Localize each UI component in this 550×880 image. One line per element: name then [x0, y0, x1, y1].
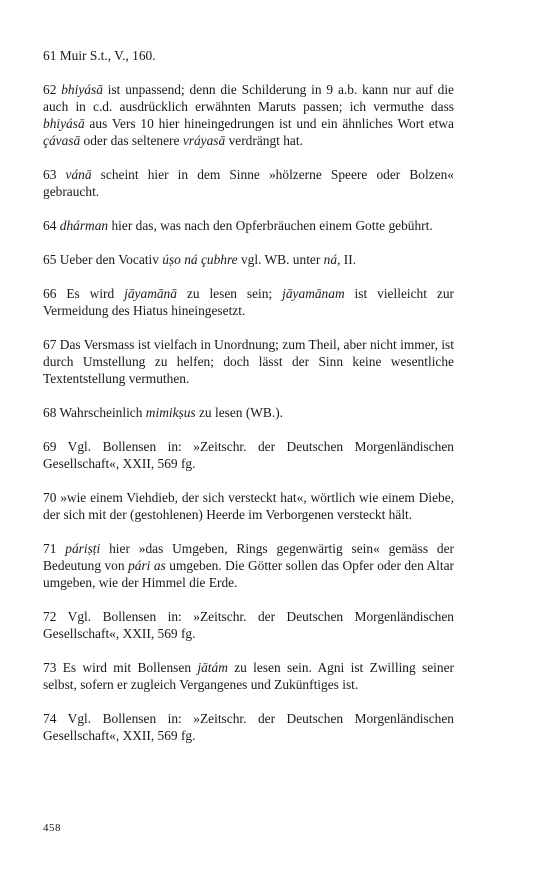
footnote-70-text: 70 »wie einem Viehdieb, der sich versteckt hat«, wörtlich wie einem Diebe, der sich mit der (gestohlenen) Heerde im Verborgenen versteckt hält.	[43, 490, 454, 522]
footnote-66-term-jayamanam: jāyamānam	[282, 286, 345, 301]
footnote-64-text: hier das, was nach den Opferbräuchen einem Gotte gebührt.	[108, 218, 433, 233]
footnote-66-text-2: zu lesen sein;	[176, 286, 283, 301]
footnote-64	[43, 217, 454, 234]
footnote-74-text: 74 Vgl. Bollensen in: »Zeitschr. der Deutschen Morgenländischen Gesellschaft«, XXII, 569 fg.	[43, 711, 454, 743]
footnote-73-term-jatam: jātám	[197, 660, 228, 675]
footnote-66-term-jayamana: jāyamānā	[124, 286, 177, 301]
footnote-62-text: ist unpassend; denn die Schilderung in 9 a.b. kann nur auf die auch in c.d. ausdrücklich erwähnten Maruts passen; ich vermuthe dass	[43, 82, 454, 114]
footnote-69	[43, 438, 454, 472]
footnote-68-term-mimiksus: mimikṣus	[145, 405, 196, 420]
footnote-62-term-bhiyasa-2: bhiyásā	[43, 116, 85, 131]
footnote-65-term-uso: úṣo ná çubhre	[162, 252, 238, 267]
footnotes-page	[43, 47, 454, 761]
footnote-66-text-3: ist vielleicht zur Vermeidung des Hiatus hineingesetzt.	[43, 286, 454, 318]
footnote-72-text: 72 Vgl. Bollensen in: »Zeitschr. der Deutschen Morgenländischen Gesellschaft«, XXII, 569 fg.	[43, 609, 454, 641]
footnote-71-text: hier »das Umgeben, Rings gegenwärtig sein« gemäss der Bedeutung von	[43, 541, 454, 573]
footnote-65-text: 65 Ueber den Vocativ	[43, 252, 163, 267]
footnote-74	[43, 710, 454, 744]
footnote-66	[43, 285, 454, 319]
footnote-67-text: 67 Das Versmass ist vielfach in Unordnung; zum Theil, aber nicht immer, ist durch Umstellung zu helfen; doch lässt der Sinn keine wesentliche Textentstellung vermuthen.	[43, 337, 454, 386]
footnote-67	[43, 336, 454, 387]
footnote-65-text-3: II.	[340, 252, 357, 267]
footnote-71-term-pari-as: pári as	[128, 558, 166, 573]
footnote-66-text: 66 Es wird	[43, 286, 125, 301]
footnote-69-text: 69 Vgl. Bollensen in: »Zeitschr. der Deutschen Morgenländischen Gesellschaft«, XXII, 569 fg.	[43, 439, 454, 471]
footnote-63-text: scheint hier in dem Sinne »hölzerne Speere oder Bolzen« gebraucht.	[43, 167, 454, 199]
footnote-62-term-vrayasa: vráyasā	[182, 133, 226, 148]
footnote-61	[43, 47, 454, 64]
footnote-62-number: 62	[43, 82, 62, 97]
footnote-73-text: 73 Es wird mit Bollensen	[43, 660, 198, 675]
footnote-72	[43, 608, 454, 642]
footnote-62-term-bhiyasa: bhiyásā	[61, 82, 103, 97]
footnote-61-text: 61 Muir S.t., V., 160.	[43, 48, 156, 63]
footnote-63-term-vana: vánā	[65, 167, 92, 182]
footnote-62-text-3: oder das seltenere	[80, 133, 183, 148]
footnote-70	[43, 489, 454, 523]
footnote-71-number: 71	[43, 541, 66, 556]
footnote-71-text-2: umgeben. Die Götter sollen das Opfer oder den Altar umgeben, wie der Himmel die Erde.	[43, 558, 455, 590]
footnote-68	[43, 404, 454, 421]
footnote-73	[43, 659, 454, 693]
footnote-63-number: 63	[43, 167, 66, 182]
footnote-68-text-2: zu lesen (WB.).	[195, 405, 284, 420]
footnote-65-text-2: vgl. WB. unter	[237, 252, 324, 267]
footnote-62-text-2: aus Vers 10 hier hineingedrungen ist und ein ähnliches Wort etwa	[84, 116, 454, 131]
footnote-73-text-2: zu lesen sein. Agni ist Zwilling seiner selbst, sofern er zugleich Vergangenes und Zukünftiges ist.	[43, 660, 454, 692]
footnote-71-term-paristi: páriṣṭi	[65, 541, 101, 556]
footnote-65-term-na: ná,	[323, 252, 341, 267]
footnote-68-text: 68 Wahrscheinlich	[43, 405, 146, 420]
footnote-63	[43, 166, 454, 200]
page-number: 458	[43, 822, 61, 834]
footnote-71	[43, 540, 454, 591]
footnote-62-text-4: verdrängt hat.	[225, 133, 303, 148]
footnote-62	[43, 81, 454, 149]
footnote-62-term-cavasa: çávasā	[43, 133, 81, 148]
footnote-65	[43, 251, 454, 268]
footnote-64-term-dharman: dhárman	[59, 218, 109, 233]
footnote-64-number: 64	[43, 218, 60, 233]
